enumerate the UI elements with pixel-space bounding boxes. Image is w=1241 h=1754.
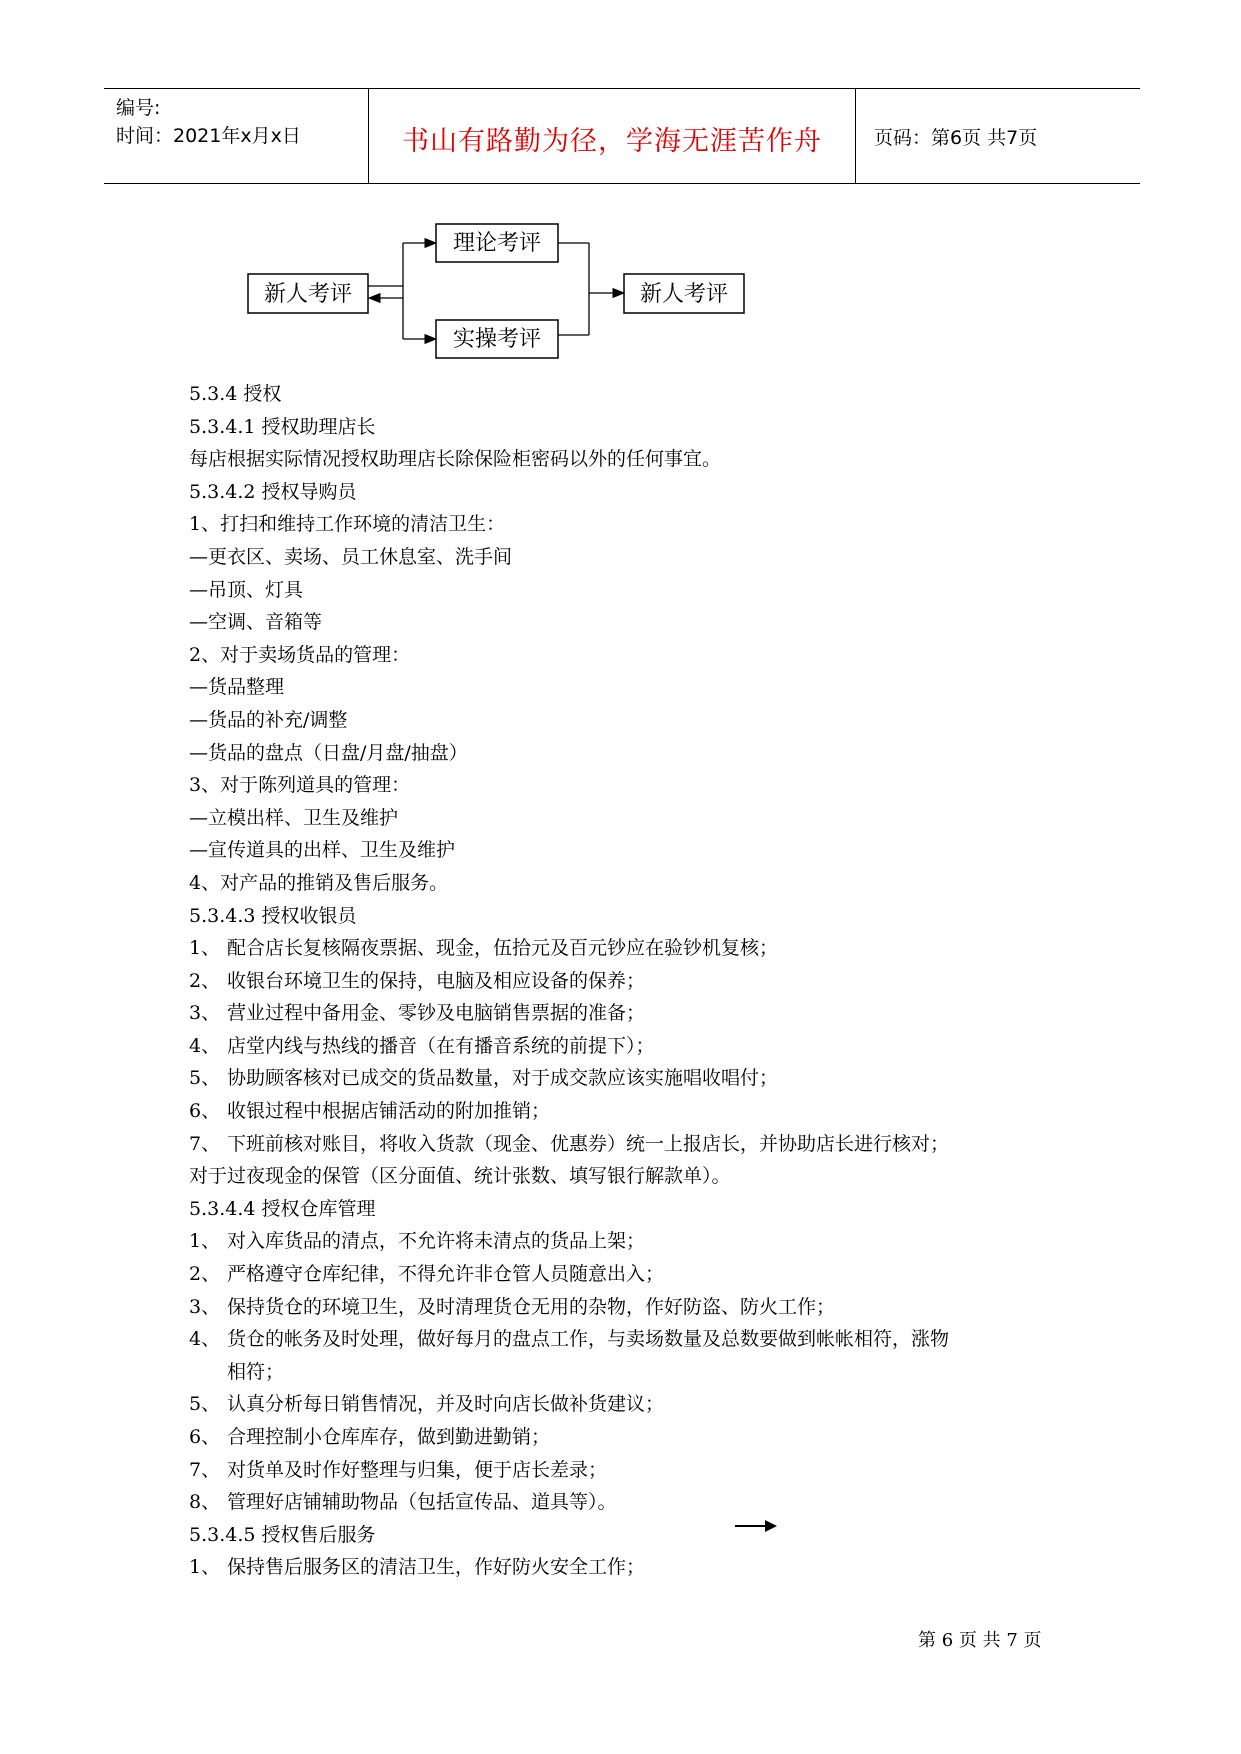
text-line [189, 508, 1089, 541]
diagram-label-theory-eval: 理论考评 [452, 231, 542, 256]
text-line [189, 476, 1089, 509]
line-text: 合理控制小仓库库存，做到勤进勤销； [227, 1426, 551, 1448]
line-text: 5.3.4 授权 [189, 383, 282, 405]
document-body [189, 378, 1089, 1584]
line-text: —空调、音箱等 [189, 611, 323, 634]
line-text: 协助顾客核对已成交的货品数量，对于成交款应该实施唱收唱付； [227, 1067, 779, 1090]
line-text: —货品的盘点（日盘/月盘/抽盘） [189, 741, 468, 764]
right-arrow-icon [735, 1519, 777, 1533]
line-text: —宣传道具的出样、卫生及维护 [189, 839, 456, 862]
list-number: 5、 [189, 1067, 221, 1090]
text-line [189, 443, 1089, 476]
line-text: 3、对于陈列道具的管理： [189, 774, 411, 797]
list-number: 4、 [189, 1328, 221, 1351]
list-number: 7、 [189, 1458, 221, 1481]
list-number: 4、 [189, 1034, 221, 1057]
line-text: —更衣区、卖场、员工休息室、洗手间 [189, 545, 513, 568]
text-line [189, 704, 1089, 737]
line-text: 5.3.4.1 授权助理店长 [189, 415, 376, 438]
line-text: 1、打扫和维持工作环境的清洁卫生： [189, 513, 506, 536]
text-line [189, 932, 1089, 965]
text-line [189, 1519, 1089, 1552]
line-text: 相符； [227, 1360, 285, 1383]
text-line [189, 1030, 1089, 1063]
line-text: 营业过程中备用金、零钞及电脑销售票据的准备； [227, 1002, 646, 1025]
page-footer: 第 6 页 共 7 页 [918, 1630, 1042, 1651]
line-text: 5.3.4.4 授权仓库管理 [189, 1197, 376, 1220]
list-number: 1、 [189, 937, 221, 960]
line-text: 下班前核对账目，将收入货款（现金、优惠券）统一上报店长，并协助店长进行核对； [227, 1132, 950, 1155]
text-line [189, 769, 1089, 802]
text-line [189, 1193, 1089, 1226]
line-text: 5.3.4.3 授权收银员 [189, 904, 357, 927]
text-line [189, 867, 1089, 900]
text-line [189, 574, 1089, 607]
line-text: 配合店长复核隔夜票据、现金，伍拾元及百元钞应在验钞机复核； [227, 937, 779, 960]
line-text: 收银过程中根据店铺活动的附加推销； [227, 1100, 551, 1123]
text-line [189, 1551, 1089, 1584]
page-header [104, 88, 1140, 184]
line-text: 对入库货品的清点，不允许将未清点的货品上架； [227, 1230, 646, 1253]
text-line [189, 671, 1089, 704]
line-text: 2、对于卖场货品的管理： [189, 643, 411, 666]
diagram-box-new-hire-start [248, 274, 368, 313]
line-text: —货品整理 [189, 676, 285, 699]
text-line [189, 1160, 1089, 1193]
line-text: 认真分析每日销售情况，并及时向店长做补货建议； [227, 1393, 665, 1416]
line-text: 对于过夜现金的保管（区分面值、统计张数、填写银行解款单）。 [189, 1165, 731, 1188]
text-line [189, 411, 1089, 444]
list-number: 2、 [189, 969, 221, 992]
text-line [189, 606, 1089, 639]
text-line [189, 1291, 1089, 1324]
line-text: 保持售后服务区的清洁卫生，作好防火安全工作； [227, 1556, 646, 1579]
line-text: 5.3.4.2 授权导购员 [189, 480, 357, 503]
line-text: —货品的补充/调整 [189, 708, 348, 731]
text-line [189, 1095, 1089, 1128]
document-number-label: 编号: [116, 97, 161, 119]
diagram-label-new-hire-start: 新人考评 [263, 282, 353, 307]
text-line [189, 1421, 1089, 1454]
text-line [189, 1454, 1089, 1487]
list-number: 8、 [189, 1491, 221, 1514]
line-text: 对货单及时作好整理与归集，便于店长差录； [227, 1458, 608, 1481]
text-line [189, 737, 1089, 770]
list-number: 6、 [189, 1426, 221, 1448]
text-line [189, 1356, 1089, 1389]
text-line [189, 1388, 1089, 1421]
list-number: 3、 [189, 1002, 221, 1025]
header-motto: 书山有路勤为径，学海无涯苦作舟 [402, 126, 822, 157]
line-text: 保持货仓的环境卫生，及时清理货仓无用的杂物，作好防盗、防火工作； [227, 1295, 836, 1318]
list-number: 1、 [189, 1230, 221, 1253]
text-line [189, 378, 1089, 411]
text-line [189, 965, 1089, 998]
evaluation-flow-diagram [240, 214, 760, 364]
text-line [189, 900, 1089, 933]
text-line [189, 1486, 1089, 1519]
line-text: 收银台环境卫生的保持，电脑及相应设备的保养； [227, 969, 646, 992]
line-text: 严格遵守仓库纪律，不得允许非仓管人员随意出入； [227, 1263, 665, 1286]
diagram-box-new-hire-end [624, 274, 744, 313]
document-time: 时间：2021年x月x日 [116, 125, 301, 147]
header-left-cell [104, 89, 368, 183]
text-line [189, 1323, 1089, 1356]
text-line [189, 541, 1089, 574]
list-number: 2、 [189, 1263, 221, 1286]
diagram-box-theory-eval [436, 224, 558, 262]
list-number: 3、 [189, 1295, 221, 1318]
line-text: —吊顶、灯具 [189, 578, 304, 601]
line-text: —立模出样、卫生及维护 [189, 806, 399, 829]
diagram-label-practical-eval: 实操考评 [452, 327, 542, 352]
header-center-cell [368, 89, 856, 183]
list-number: 1、 [189, 1556, 221, 1579]
list-number: 7、 [189, 1132, 221, 1155]
text-line [189, 1258, 1089, 1291]
text-line [189, 1062, 1089, 1095]
list-number: 5、 [189, 1393, 221, 1416]
line-text: 货仓的帐务及时处理，做好每月的盘点工作，与卖场数量及总数要做到帐帐相符，涨物 [227, 1328, 950, 1351]
text-line [189, 802, 1089, 835]
text-line [189, 834, 1089, 867]
header-page-info: 页码：第6页 共7页 [874, 127, 1038, 149]
line-text: 4、对产品的推销及售后服务。 [189, 871, 449, 894]
text-line [189, 1225, 1089, 1258]
text-line [189, 1128, 1089, 1161]
line-text: 店堂内线与热线的播音（在有播音系统的前提下）； [227, 1034, 655, 1057]
line-text: 5.3.4.5 授权售后服务 [189, 1523, 376, 1546]
line-text: 管理好店铺辅助物品（包括宣传品、道具等）。 [227, 1491, 617, 1514]
text-line [189, 997, 1089, 1030]
list-number: 6、 [189, 1100, 221, 1123]
diagram-box-practical-eval [436, 320, 558, 358]
text-line [189, 639, 1089, 672]
diagram-label-new-hire-end: 新人考评 [639, 282, 729, 307]
header-right-cell [856, 89, 1140, 183]
line-text: 每店根据实际情况授权助理店长除保险柜密码以外的任何事宜。 [189, 448, 722, 471]
